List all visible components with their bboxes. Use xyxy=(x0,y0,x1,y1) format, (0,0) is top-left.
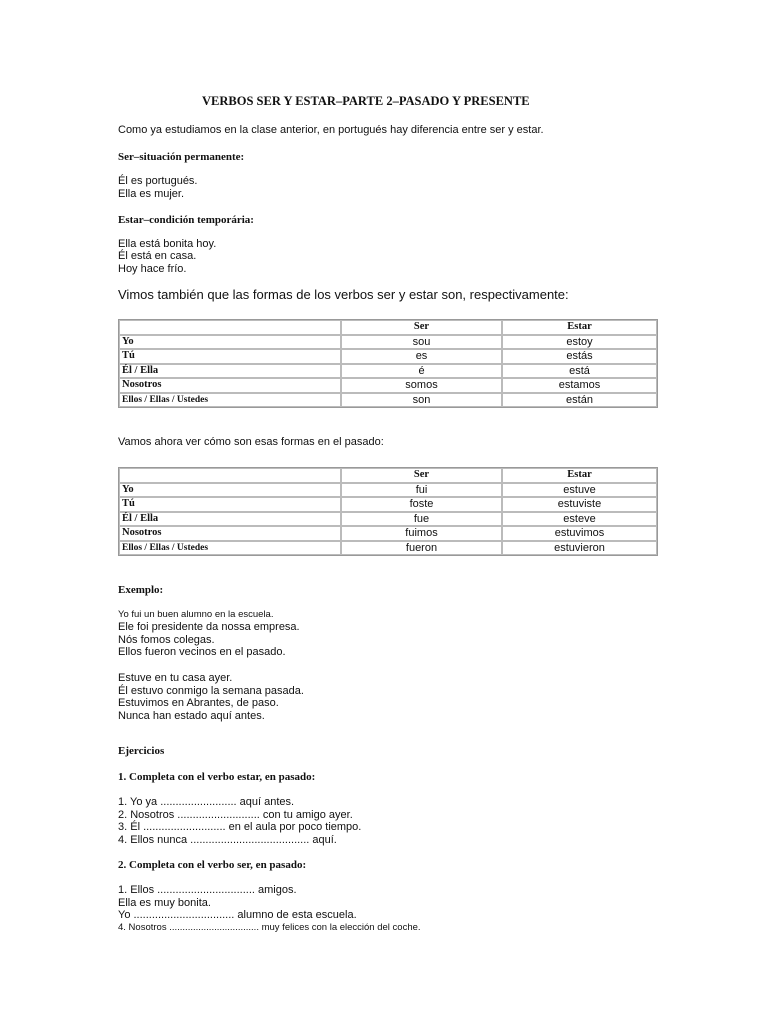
example-sentence: Nós fomos colegas. xyxy=(118,634,215,646)
ser-heading: Ser–situación permanente: xyxy=(118,151,245,163)
table-row xyxy=(119,364,657,379)
present-table xyxy=(118,319,658,408)
table-header-cell: Ser xyxy=(341,320,502,335)
example-sentence: Ele foi presidente da nossa empresa. xyxy=(118,621,300,633)
table-cell: Nosotros xyxy=(119,378,341,393)
table-header-cell: Estar xyxy=(502,320,657,335)
exercise-1-heading: 1. Completa con el verbo estar, en pasado: xyxy=(118,771,316,783)
table-cell: Tú xyxy=(119,349,341,364)
exercises-heading: Ejercicios xyxy=(118,745,165,757)
estar-example: Ella está bonita hoy. xyxy=(118,238,217,250)
exercise-2-heading: 2. Completa con el verbo ser, en pasado: xyxy=(118,859,307,871)
table-cell: Nosotros xyxy=(119,526,341,541)
table-cell: estamos xyxy=(502,378,657,393)
table-cell: fue xyxy=(341,512,502,527)
example-sentence: Estuvimos en Abrantes, de paso. xyxy=(118,697,279,709)
table-header-cell: Estar xyxy=(502,468,657,483)
exercise-item: Ella es muy bonita. xyxy=(118,897,211,909)
table-cell: estoy xyxy=(502,335,657,350)
table-cell: Ellos / Ellas / Ustedes xyxy=(119,541,341,556)
table-row xyxy=(119,541,657,556)
exercise-item: 2. Nosotros ........................... con tu amigo ayer. xyxy=(118,809,353,821)
table-row xyxy=(119,335,657,350)
table-cell: Yo xyxy=(119,335,341,350)
table-cell: foste xyxy=(341,497,502,512)
table-cell: Yo xyxy=(119,483,341,498)
example-sentence: Nunca han estado aquí antes. xyxy=(118,710,265,722)
estar-heading: Estar–condición temporária: xyxy=(118,214,254,226)
example-sentence: Ellos fueron vecinos en el pasado. xyxy=(118,646,286,658)
example-heading: Exemplo: xyxy=(118,584,164,596)
page-title: VERBOS SER Y ESTAR–PARTE 2–PASADO Y PRESENTE xyxy=(202,94,530,108)
exercise-item: 1. Ellos ................................ amigos. xyxy=(118,884,297,896)
exercise-item: 4. Nosotros .................................. muy felices con la elección del coche. xyxy=(118,922,421,933)
ser-example: Ella es mujer. xyxy=(118,188,185,200)
table-cell: está xyxy=(502,364,657,379)
table-row xyxy=(119,512,657,527)
ser-example: Él es portugués. xyxy=(118,175,198,187)
table-row xyxy=(119,526,657,541)
table-cell: Él / Ella xyxy=(119,512,341,527)
past-intro: Vamos ahora ver cómo son esas formas en el pasado: xyxy=(118,436,384,448)
table-row xyxy=(119,483,657,498)
table-header-row xyxy=(119,468,657,483)
intro-text: Como ya estudiamos en la clase anterior, en portugués hay diferencia entre ser y estar. xyxy=(118,124,544,136)
table-cell: esteve xyxy=(502,512,657,527)
example-sentence: Yo fui un buen alumno en la escuela. xyxy=(118,609,274,620)
exercise-item: 4. Ellos nunca ....................................... aquí. xyxy=(118,834,337,846)
table-cell: están xyxy=(502,393,657,408)
table-cell: fuimos xyxy=(341,526,502,541)
table-row xyxy=(119,497,657,512)
table-cell: estuvieron xyxy=(502,541,657,556)
exercise-item: Yo ................................. alumno de esta escuela. xyxy=(118,909,357,921)
table-cell: somos xyxy=(341,378,502,393)
table-cell: estuviste xyxy=(502,497,657,512)
table-cell: fueron xyxy=(341,541,502,556)
forms-intro: Vimos también que las formas de los verbos ser y estar son, respectivamente: xyxy=(118,287,569,302)
table-cell: estuve xyxy=(502,483,657,498)
table-cell: son xyxy=(341,393,502,408)
past-table xyxy=(118,467,658,556)
example-sentence: Él estuvo conmigo la semana pasada. xyxy=(118,685,304,697)
table-header-cell xyxy=(119,468,341,483)
estar-example: Él está en casa. xyxy=(118,250,197,262)
table-row xyxy=(119,378,657,393)
table-cell: estás xyxy=(502,349,657,364)
table-cell: Tú xyxy=(119,497,341,512)
table-cell: Él / Ella xyxy=(119,364,341,379)
table-cell: estuvimos xyxy=(502,526,657,541)
example-sentence: Estuve en tu casa ayer. xyxy=(118,672,233,684)
table-row xyxy=(119,349,657,364)
table-row xyxy=(119,393,657,408)
table-cell: sou xyxy=(341,335,502,350)
table-cell: é xyxy=(341,364,502,379)
table-header-cell: Ser xyxy=(341,468,502,483)
table-cell: es xyxy=(341,349,502,364)
table-cell: Ellos / Ellas / Ustedes xyxy=(119,393,341,408)
exercise-item: 3. Él ........................... en el aula por poco tiempo. xyxy=(118,821,362,833)
estar-example: Hoy hace frío. xyxy=(118,263,187,275)
exercise-item: 1. Yo ya ......................... aquí antes. xyxy=(118,796,295,808)
table-header-cell xyxy=(119,320,341,335)
table-header-row xyxy=(119,320,657,335)
table-cell: fui xyxy=(341,483,502,498)
